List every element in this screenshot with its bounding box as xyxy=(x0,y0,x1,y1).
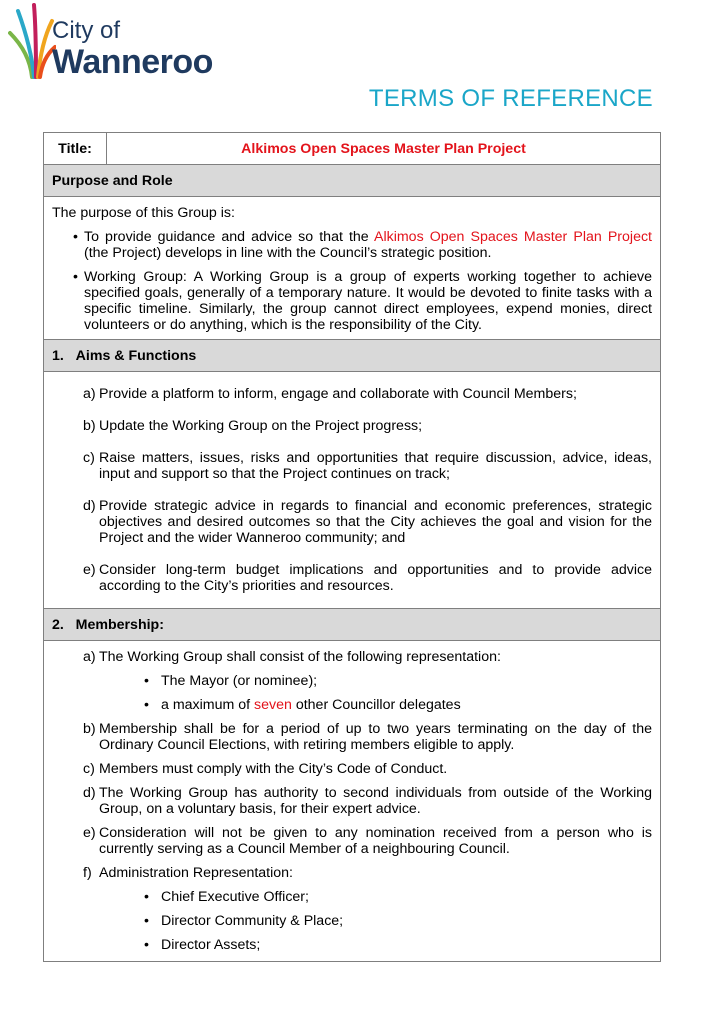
aim-item xyxy=(52,386,652,402)
logo-wanneroo-text: Wanneroo xyxy=(52,43,213,81)
membership-item xyxy=(52,649,652,665)
terms-table xyxy=(43,132,661,962)
aim-item xyxy=(52,498,652,546)
aims-list xyxy=(44,372,661,609)
membership-letter: a) xyxy=(83,649,96,665)
bullet-text: (the Project) develops in line with the Council’s strategic position. xyxy=(84,245,492,261)
membership-list xyxy=(44,641,661,962)
purpose-heading: Purpose and Role xyxy=(44,165,661,197)
membership-text: Consideration will not be given to any nomination received from a person who is currently serving as a Council Member of a neighbouring Council. xyxy=(99,825,652,857)
aim-letter: b) xyxy=(83,418,96,434)
aim-letter: c) xyxy=(83,450,95,466)
membership-item xyxy=(52,721,652,753)
membership-sub-item: • Director Community & Place; xyxy=(52,913,652,929)
project-name-highlight: Alkimos Open Spaces Master Plan Project xyxy=(374,229,652,245)
membership-letter: e) xyxy=(83,825,96,841)
membership-sub-item: • Director Assets; xyxy=(52,937,652,953)
membership-text: The Working Group has authority to second individuals from outside of the Working Group, on a voluntary basis, for their expert advice. xyxy=(99,785,652,817)
membership-sub-item xyxy=(52,697,652,713)
aims-heading: 1. Aims & Functions xyxy=(44,340,661,372)
purpose-body xyxy=(44,197,661,340)
membership-text: Members must comply with the City’s Code of Conduct. xyxy=(99,761,448,777)
aim-item xyxy=(52,418,652,434)
purpose-bullet-working-group: • Working Group: A Working Group is a group of experts working together to achieve specified goals, generally of a temporary nature. It would be devoted to finite tasks with a specific timeline. Similarly, the group cannot direct employees, expend monies, direct volunteers or do anything, which is the responsibility of the City. xyxy=(52,269,652,333)
membership-letter: c) xyxy=(83,761,95,777)
membership-text: Administration Representation: xyxy=(99,865,293,881)
logo-city-text: City of xyxy=(52,17,121,44)
membership-letter: f) xyxy=(83,865,92,881)
title-label: Title: xyxy=(44,133,107,165)
membership-letter: b) xyxy=(83,721,96,737)
aim-text: Update the Working Group on the Project progress; xyxy=(99,418,423,434)
membership-item xyxy=(52,865,652,881)
aim-letter: a) xyxy=(83,386,96,402)
document-type-heading: TERMS OF REFERENCE xyxy=(368,85,653,112)
aim-text: Raise matters, issues, risks and opportunities that require discussion, advice, ideas, input and support so that the Project continues on track; xyxy=(99,450,652,482)
sub-text: other Councillor delegates xyxy=(291,697,461,713)
purpose-intro: The purpose of this Group is: xyxy=(52,205,235,221)
aim-item xyxy=(52,450,652,482)
membership-heading: 2. Membership: xyxy=(44,609,661,641)
membership-sub-item: • Chief Executive Officer; xyxy=(52,889,652,905)
leaf-logo-icon xyxy=(8,3,56,81)
delegate-count-highlight: seven xyxy=(254,697,292,713)
membership-item xyxy=(52,785,652,817)
city-logo xyxy=(8,3,228,83)
aim-text: Consider long-term budget implications and opportunities and to provide advice according to the City’s priorities and resources. xyxy=(99,562,652,594)
title-row xyxy=(44,133,661,165)
aim-item xyxy=(52,562,652,594)
membership-text: Membership shall be for a period of up to two years terminating on the day of the Ordinary Council Elections, with retiring members eligible to apply. xyxy=(99,721,652,753)
title-value: Alkimos Open Spaces Master Plan Project xyxy=(107,133,661,165)
bullet-text: To provide guidance and advice so that the xyxy=(84,229,374,245)
membership-letter: d) xyxy=(83,785,96,801)
aim-letter: e) xyxy=(83,562,96,578)
membership-sub-item: • The Mayor (or nominee); xyxy=(52,673,652,689)
aim-text: Provide a platform to inform, engage and collaborate with Council Members; xyxy=(99,386,577,402)
membership-text: The Working Group shall consist of the following representation: xyxy=(99,649,501,665)
sub-text: a maximum of xyxy=(161,697,255,713)
aim-text: Provide strategic advice in regards to financial and economic preferences, strategic objectives and desired outcomes so that the City achieves the goal and vision for the Project and the wider Wanneroo community; and xyxy=(99,498,652,546)
aim-letter: d) xyxy=(83,498,96,514)
membership-item xyxy=(52,761,652,777)
purpose-bullet-guidance xyxy=(52,229,652,261)
membership-item xyxy=(52,825,652,857)
